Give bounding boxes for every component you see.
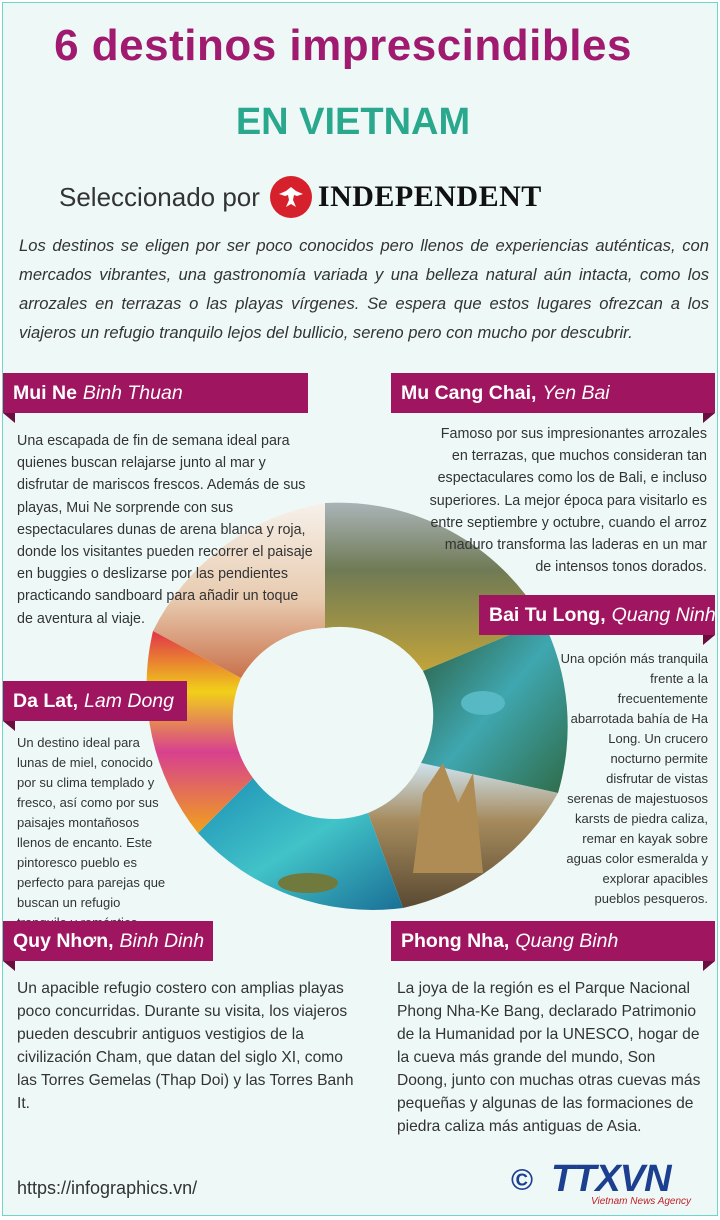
tag-phong-nha: [391, 921, 715, 961]
selected-by-label: Seleccionado por: [59, 181, 260, 212]
independent-logo: INDEPENDENT: [317, 180, 542, 213]
copyright-icon: ©: [511, 1164, 534, 1197]
destination-name: Quy Nhơn,: [13, 929, 114, 952]
page-title: 6 destinos imprescindibles: [54, 21, 632, 70]
destination-name: Mu Cang Chai,: [401, 381, 537, 404]
destination-province: Binh Thuan: [82, 381, 183, 404]
desc-quy-nhon: Un apacible refugio costero con amplias playas poco concurridas. Durante su visita, los viajeros pueden descubrir antiguos vestigios de la civilización Cham, que datan del siglo XI, como las Torres Gemelas (Thap Doi) y las Torres Banh It.: [17, 980, 354, 1112]
tag-mu-cang-chai: [391, 373, 715, 413]
destination-province: Quang Ninh: [611, 603, 716, 626]
destination-name: Phong Nha,: [401, 929, 510, 952]
page-subtitle: EN VIETNAM: [235, 101, 471, 143]
desc-phong-nha: La joya de la región es el Parque Nacional Phong Nha-Ke Bang, declarado Patrimonio de la Humanidad por la UNESCO, hogar de la cueva más grande del mundo, Son Doong, junto con muchas otras cuevas más pequeñas y algunas de las formaciones de piedra caliza más antiguas de Asia.: [397, 980, 701, 1135]
destination-province: Binh Dinh: [119, 929, 205, 952]
destination-name: Da Lat,: [13, 689, 79, 712]
tag-quy-nhon: [3, 921, 213, 961]
destination-province: Yen Bai: [542, 381, 610, 404]
agency-logo-text: TTXVN: [551, 1158, 671, 1200]
intro-paragraph: Los destinos se eligen por ser poco conocidos pero llenos de experiencias auténticas, con mercados vibrantes, una gastronomía variada y una belleza natural aún intacta, como los arrozales en terrazas o las playas vírgenes. Se espera que estos lugares ofrezcan a los viajeros un refugio tranquilo lejos del bullicio, sereno pero con mucho por descubrir.: [19, 236, 709, 342]
agency-tagline: Vietnam News Agency: [591, 1196, 692, 1207]
desc-mu-cang-chai: Famoso por sus impresionantes arrozales en terrazas, que muchos consideran tan espectaculares como los de Bali, e incluso superiores. La mejor época para visitarlo es entre septiembre y octubre, cuando el arroz maduro transforma las laderas en un mar de intensos tonos dorados.: [429, 426, 707, 576]
destination-province: Quang Binh: [515, 929, 619, 952]
infographic-page: [2, 2, 718, 1216]
desc-bai-tu-long: Una opción más tranquila frente a la frecuentemente abarrotada bahía de Ha Long. Un crucero nocturno permite disfrutar de vistas serenas de majestuosos karsts de piedra caliza, remar en kayak sobre aguas color esmeralda y explorar apacibles pueblos pesqueros.: [560, 651, 708, 906]
destination-name: Bai Tu Long,: [489, 603, 606, 626]
destination-province: Lam Dong: [84, 689, 174, 712]
destination-name: Mui Ne: [13, 381, 77, 404]
desc-da-lat: Un destino ideal para lunas de miel, conocido por su clima templado y fresco, así como por sus paisajes montañosos llenos de encanto. Este pintoresco pueblo es perfecto para parejas que buscan un refugio: [17, 735, 166, 910]
desc-mui-ne: Una escapada de fin de semana ideal para quienes buscan relajarse junto al mar y disfrutar de mariscos frescos. Además de sus playas, Mui Ne sorprende con sus espectaculares dunas de arena blanca y roja, donde los visitantes pueden recorrer el paisaje en buggies o deslizarse por las pendientes practicando sandboard para añadir un toque de aventura al viaje.: [17, 433, 313, 627]
tag-da-lat: [3, 681, 187, 721]
ttxvn-logo: [511, 1158, 711, 1210]
tag-mui-ne: [3, 373, 308, 413]
tag-bai-tu-long: [479, 595, 715, 635]
source-url: https://infographics.vn/: [17, 1178, 198, 1198]
